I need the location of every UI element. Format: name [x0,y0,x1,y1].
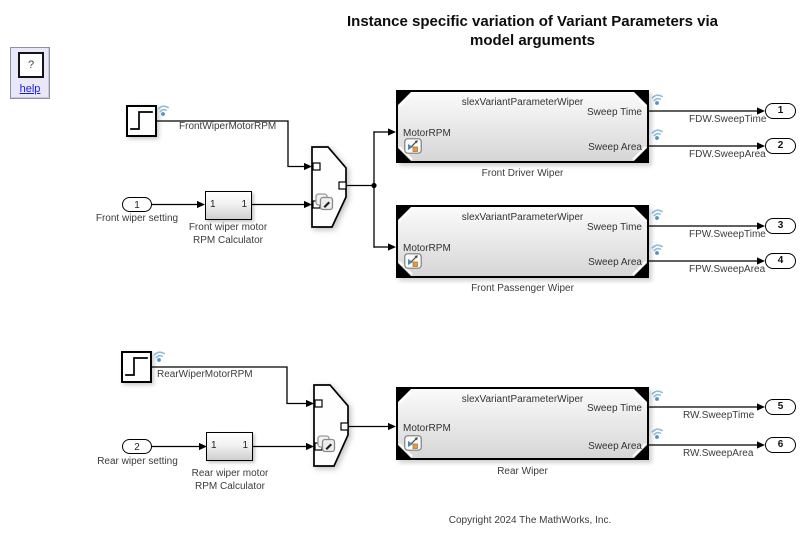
inport-2[interactable]: 2 [122,439,152,454]
front-step-block[interactable] [127,106,156,136]
branch-junction-dot [371,183,376,188]
model-reference-badge-icon [404,253,422,269]
signal-label: FDW.SweepTime [689,114,767,125]
copyright-text: Copyright 2024 The MathWorks, Inc. [448,515,612,526]
wifi-icon[interactable] [652,391,662,401]
outport-4[interactable]: 4 [765,253,796,269]
rear-calc-caption-line1: Rear wiper motor [191,468,269,479]
calc-outport-label: 1 [242,440,248,451]
wifi-icon[interactable] [652,95,662,105]
rear-step-block[interactable] [122,352,151,382]
rear-step-label: RearWiperMotorRPM [157,369,253,380]
inport-1-label: Front wiper setting [95,213,179,224]
model-input-port-label: MotorRPM [403,243,451,254]
model-output2-label: Sweep Area [588,257,642,268]
rear-rpm-calculator-block[interactable] [206,432,253,461]
front-calc-caption-line1: Front wiper motor [188,222,268,233]
wifi-icon[interactable] [158,106,168,116]
outport-1[interactable]: 1 [765,103,796,119]
model-block-front-passenger-wiper[interactable] [396,205,649,278]
referenced-model-name: slexVariantParameterWiper [461,212,584,223]
model-output2-label: Sweep Area [588,142,642,153]
referenced-model-name: slexVariantParameterWiper [461,97,584,108]
outport-3[interactable]: 3 [765,218,796,234]
wifi-icon[interactable] [652,245,662,255]
front-variant-source-block[interactable] [312,147,346,227]
wifi-icon[interactable] [652,130,662,140]
outport-6[interactable]: 6 [765,437,796,453]
help-question-icon[interactable]: ? [18,52,44,78]
signal-label: FDW.SweepArea [689,149,766,160]
front-step-label: FrontWiperMotorRPM [179,121,277,132]
rear-variant-source-block[interactable] [314,385,348,466]
variant-inport-1[interactable] [313,163,320,170]
model-output1-label: Sweep Time [586,107,642,118]
inport-1[interactable]: 1 [122,197,152,212]
model-block-front-driver-wiper[interactable] [396,90,649,163]
model-reference-badge-icon [404,138,422,154]
front-calc-caption-line2: RPM Calculator [192,235,264,246]
inport-2-label: Rear wiper setting [97,456,178,467]
model-output2-label: Sweep Area [588,441,642,452]
wifi-icon[interactable] [652,210,662,220]
variant-outport[interactable] [341,423,348,430]
outport-2[interactable]: 2 [765,138,796,154]
signal-label: FPW.SweepArea [689,264,766,275]
front-rpm-calculator-block[interactable] [205,191,252,220]
calc-inport-label: 1 [210,199,216,210]
calc-outport-label: 1 [241,199,247,210]
model-title [300,12,765,50]
model-title-line1: Instance specific variation of Variant Parameters via [346,13,718,30]
signal-label: FPW.SweepTime [689,229,766,240]
calc-inport-label: 1 [211,440,217,451]
wifi-icon[interactable] [652,429,662,439]
referenced-model-name: slexVariantParameterWiper [461,394,584,405]
signal-label: RW.SweepArea [683,448,754,459]
model-output1-label: Sweep Time [586,222,642,233]
model-input-port-label: MotorRPM [403,128,451,139]
outport-5[interactable]: 5 [765,399,796,415]
wifi-icon[interactable] [154,352,164,362]
model-caption: Front Passenger Wiper [471,283,574,294]
rear-calc-caption-line2: RPM Calculator [194,481,266,492]
variant-inport-1[interactable] [315,400,322,407]
model-output1-label: Sweep Time [586,403,642,414]
model-caption: Front Driver Wiper [481,168,564,179]
signal-label: RW.SweepTime [683,410,755,421]
help-link[interactable]: help [19,83,41,95]
model-title-line2: model arguments [469,32,596,49]
model-input-port-label: MotorRPM [403,423,451,434]
variant-outport[interactable] [339,182,346,189]
model-reference-badge-icon [404,435,422,451]
model-block-rear-wiper[interactable] [396,387,649,460]
help-panel [10,47,50,99]
model-caption: Rear Wiper [497,466,548,477]
